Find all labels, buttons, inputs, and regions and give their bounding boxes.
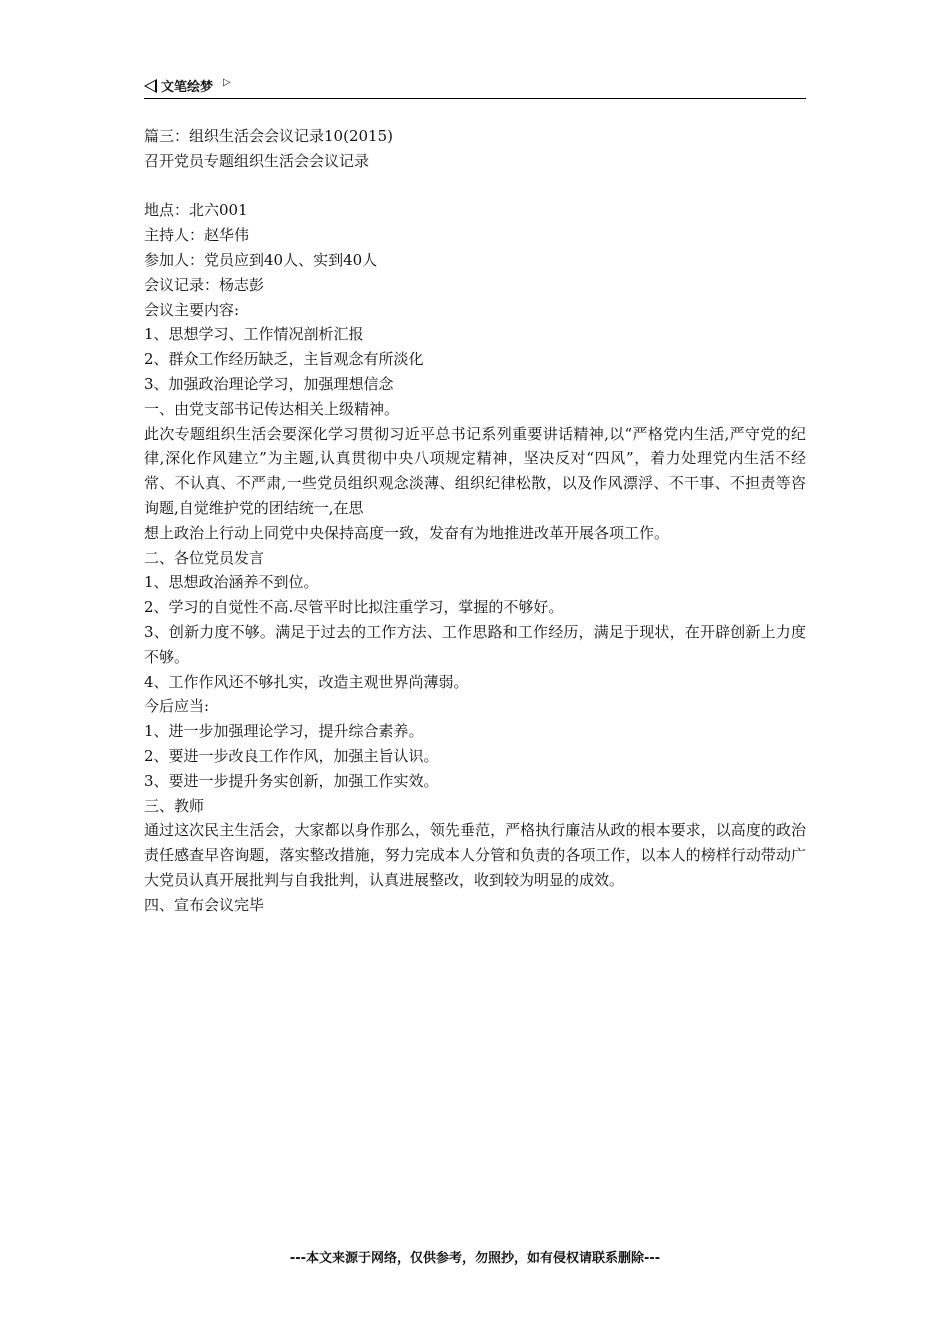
section-heading: 一、由党支部书记传达相关上级精神。 [144,399,400,418]
section-paragraph: 想上政治上行动上同党中央保持高度一致，发奋有为地推进改革开展各项工作。 [144,523,670,542]
brand [144,76,231,95]
document-title: 篇三：组织生活会会议记录10(2015) [144,127,393,145]
contents-heading: 会议主要内容: [144,300,240,319]
document-body [144,124,806,918]
list-item: 2、要进一步改良工作作风，加强主旨认识。 [144,746,439,765]
list-item: 3、创新力度不够。满足于过去的工作方法、工作思路和工作经历，满足于现状，在开辟创新上力度不够。 [144,622,806,666]
section-heading: 四、宣布会议完毕 [144,895,265,914]
section-heading: 三、教师 [144,796,205,815]
meeting-host: 主持人：赵华伟 [144,226,250,245]
page-footer: ---本文来源于网络，仅供参考，勿照抄，如有侵权请联系删除--- [289,1251,661,1266]
triangle-left-icon [144,79,157,93]
section-paragraph: 通过这次民主生活会，大家都以身作那么，领先垂范，严格执行廉洁从政的根本要求，以高度的政治责任感查早咨询题，落实整改措施，努力完成本人分管和负责的各项工作，以本人的榜样行动带动广大党员认真开展批判与自我批判，认真进展整改，收到较为明显的成效。 [144,821,806,889]
agenda-item: 3、加强政治理论学习，加强理想信念 [144,374,394,393]
triangle-right-icon: ▷ [223,77,231,88]
list-item: 1、思想政治涵养不到位。 [144,573,319,592]
brand-name: 文笔绘梦 [161,80,214,95]
section-paragraph: 此次专题组织生活会要深化学习贯彻习近平总书记系列重要讲话精神,以“严格党内生活,严守党的纪律,深化作风建立”为主题,认真贯彻中央八项规定精神，坚决反对“四风”，着力处理党内生活不经常、不认真、不严肃,一些党员组织观念淡薄、组织纪律松散，以及作风漂浮、不干事、不担责等咨询题,自觉维护党的团结统一,在思 [144,424,806,517]
page-header [144,72,806,99]
spacer [144,174,806,199]
list-item: 1、进一步加强理论学习，提升综合素养。 [144,722,424,741]
list-item: 4、工作作风还不够扎实，改造主观世界尚薄弱。 [144,672,469,691]
agenda-item: 2、群众工作经历缺乏，主旨观念有所淡化 [144,350,424,369]
meeting-recorder: 会议记录：杨志彭 [144,275,265,294]
meeting-participants: 参加人：党员应到40人、实到40人 [144,250,378,269]
subsection-heading: 今后应当: [144,697,210,716]
agenda-item: 1、思想学习、工作情况剖析汇报 [144,325,364,344]
list-item: 3、要进一步提升务实创新，加强工作实效。 [144,771,439,790]
section-heading: 二、各位党员发言 [144,548,265,567]
list-item: 2、学习的自觉性不高.尽管平时比拟注重学习，掌握的不够好。 [144,598,564,617]
meeting-location: 地点：北六001 [144,201,248,220]
document-subtitle: 召开党员专题组织生活会会议记录 [144,151,370,170]
